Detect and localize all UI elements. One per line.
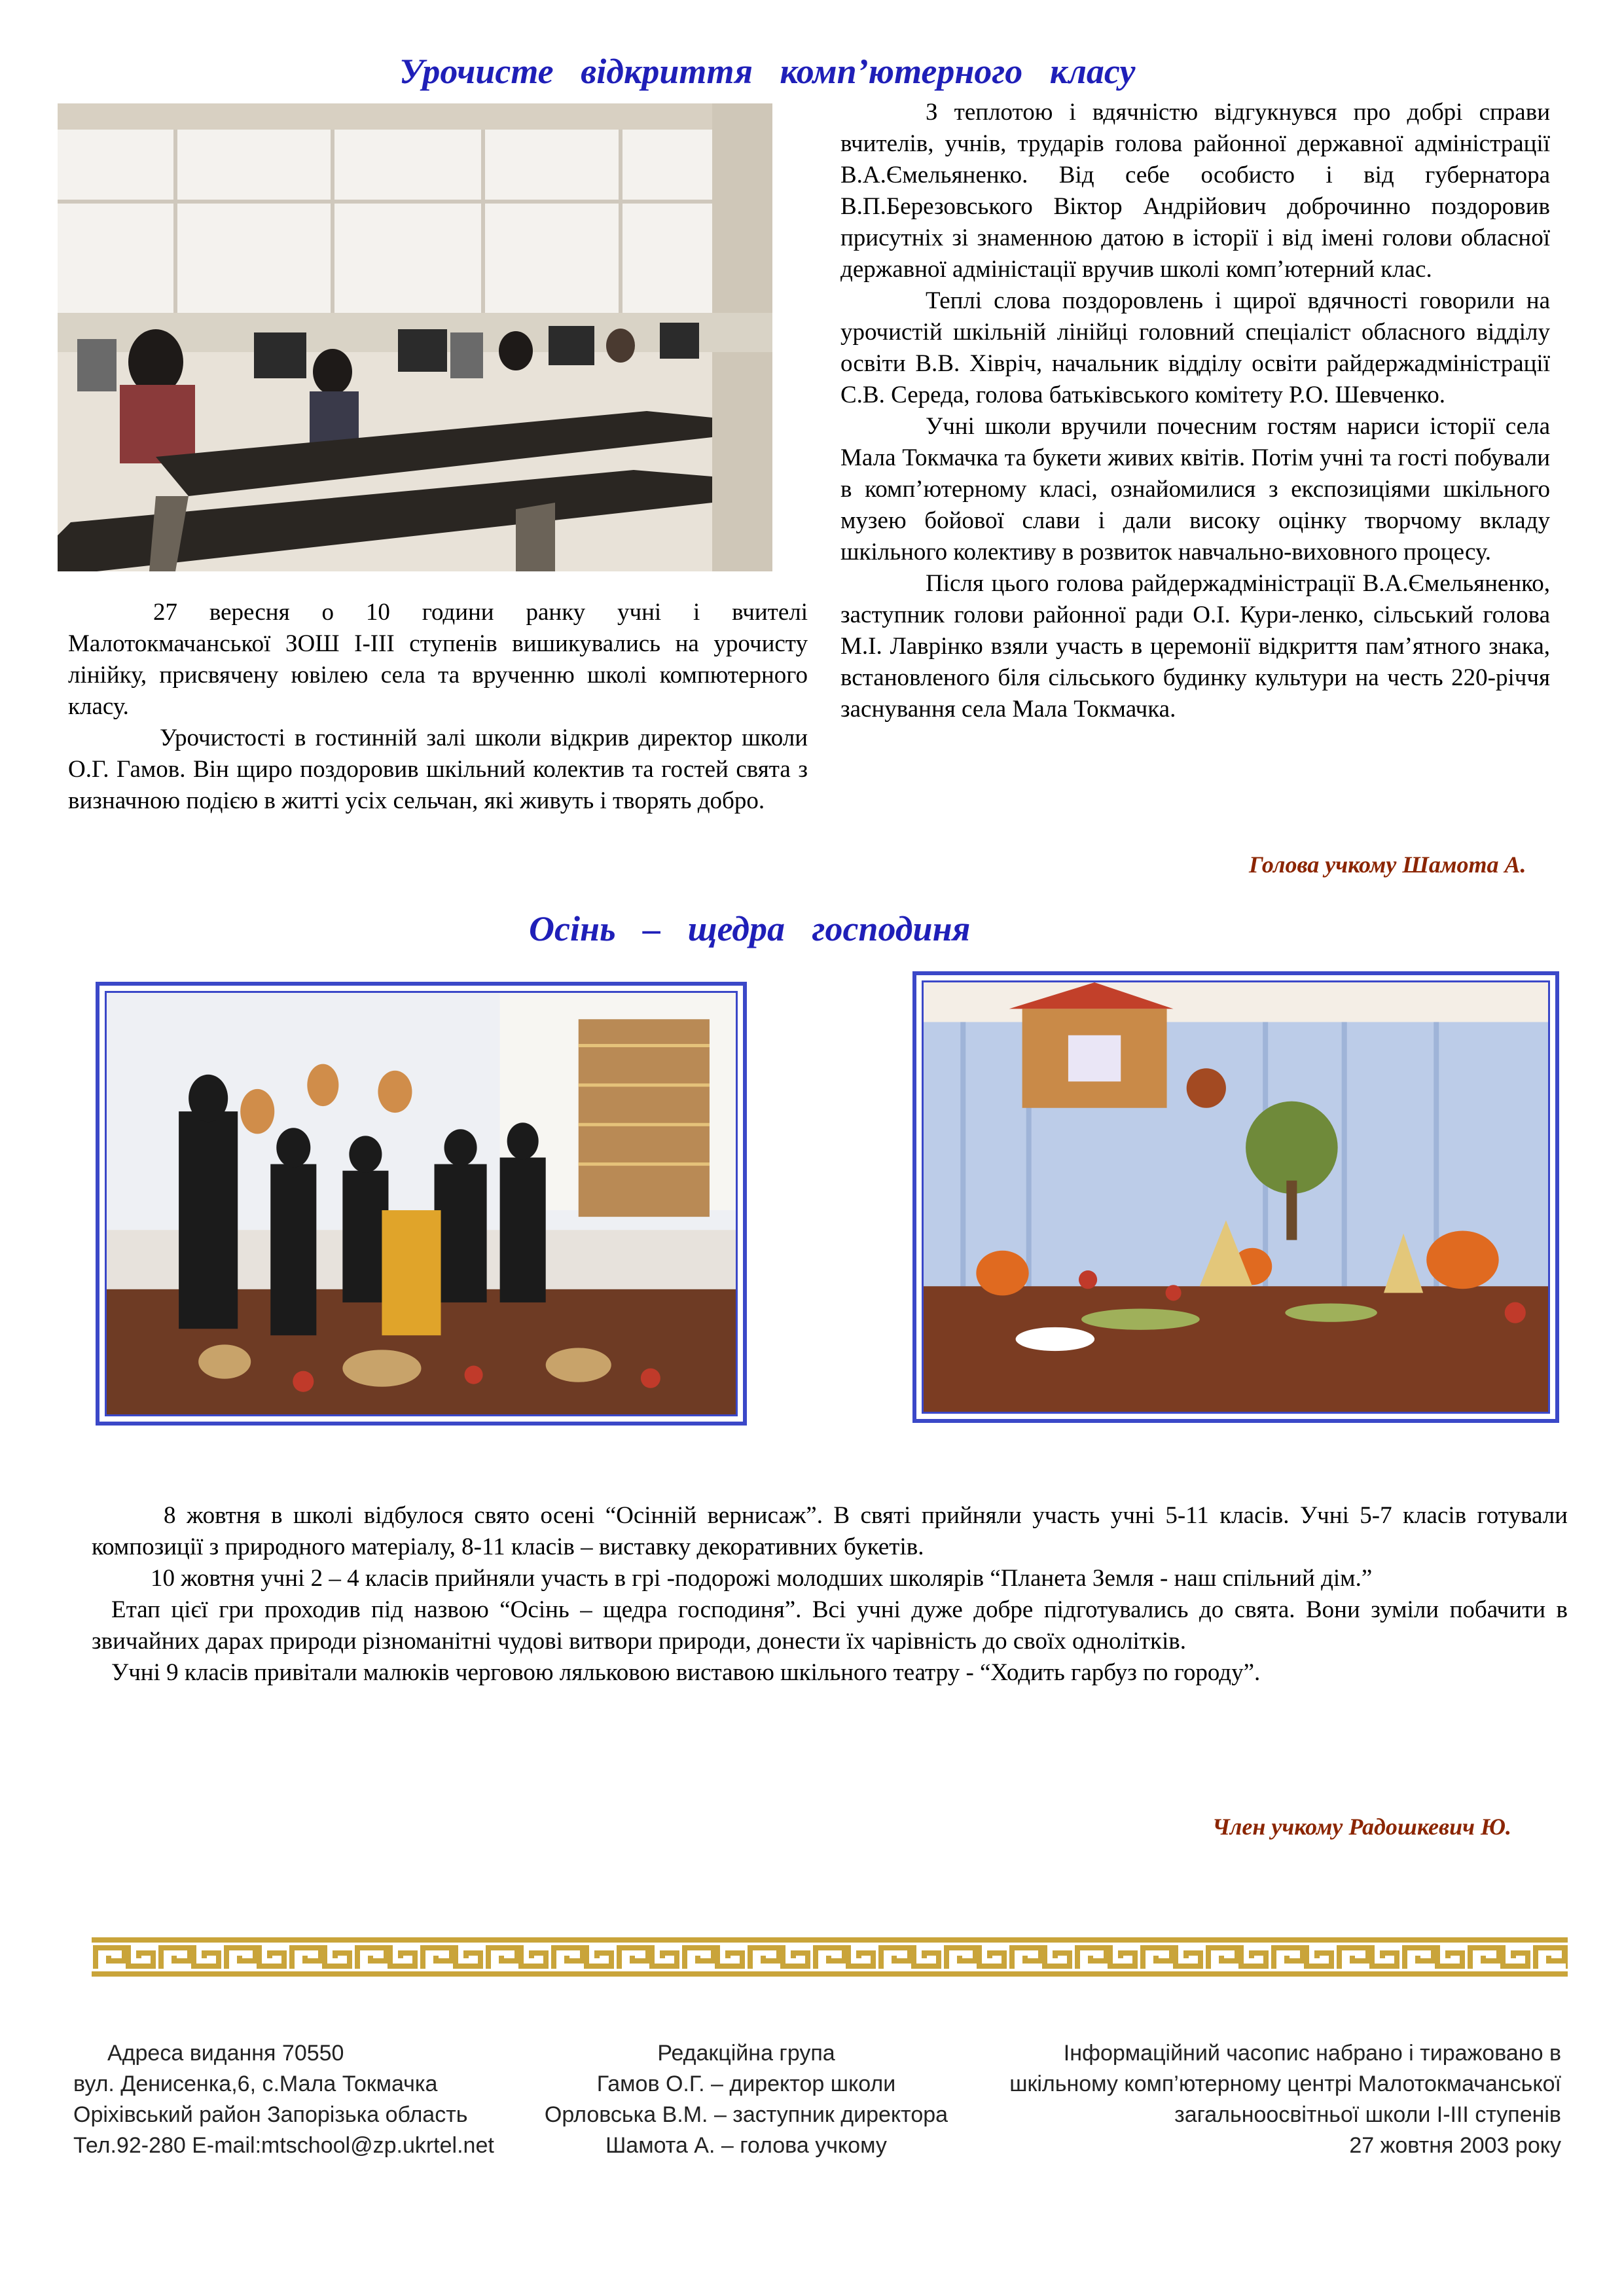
article2-signature: Член учкому Радошкевич Ю.: [1212, 1814, 1512, 1840]
article2-body: [92, 1500, 1568, 1689]
article1-right-paragraph: Теплі слова поздоровлень і щирої вдячності говорили на урочистій шкільній лінійці головний спеціаліст обласного відділу освіти В.В. Хівріч, начальник відділу освіти райдержадміністрації С.В. Середа, голова батьківського комітету Р.О. Шевченко.: [840, 287, 1550, 408]
article2-paragraph: 10 жовтня учні 2 – 4 класів прийняли участь в грі -подорожі молодших школярів “Планета Земля - наш спільний дім.”: [151, 1565, 1373, 1592]
footer-address-line: Адреса видання 70550: [107, 2041, 344, 2066]
footer-info-line: Інформаційний часопис набрано і тиражовано в: [1063, 2041, 1561, 2066]
footer-editorial-line: Орловська В.М. – заступник директора: [544, 2102, 948, 2127]
footer-info-line: шкільному комп’ютерному центрі Малотокмачанської: [1009, 2072, 1561, 2096]
footer-info: [982, 2038, 1561, 2161]
article2-paragraph: 8 жовтня в школі відбулося свято осені “Осінній вернисаж”. В святі прийняли участь учні 5-11 класів. Учні 5-7 класів готували композиції з природного матеріалу, 8-11 класів – виставку декоративних букетів.: [92, 1502, 1568, 1560]
footer-info-line: загальноосвітньої школи І-ІІІ ступенів: [1174, 2102, 1561, 2127]
autumn-photo-frame: [96, 982, 747, 1426]
article2-title: Осінь – щедра господиня: [529, 909, 971, 948]
footer-address-line: вул. Денисенка,6, с.Мала Токмачка: [73, 2072, 438, 2096]
footer-editorial-line: Гамов О.Г. – директор школи: [596, 2072, 896, 2096]
article1-title: Урочисте відкриття комп’ютерного класу: [399, 52, 1136, 91]
theatre-photo-frame: [912, 971, 1559, 1423]
article1-signature: Голова учкому Шамота А.: [1249, 852, 1526, 878]
autumn-students-photo: [105, 991, 738, 1416]
article1-left-column: [68, 597, 808, 817]
article1-right-paragraph: З теплотою і вдячністю відгукнувся про добрі справи вчителів, учнів, трударів голова районної державної адміністрації В.А.Ємельяненко. Від себе особисто і від губернатора В.П.Березовського Віктор Андрійович доброчинно поздоровив присутніх зі знаменною датою в історії і від імені голови обласної державної адміністації вручив школі комп’ютерний клас.: [840, 99, 1550, 283]
footer-address-line: Тел.92-280 E-mail:mtschool@zp.ukrtel.net: [73, 2133, 494, 2158]
puppet-theatre-photo: [922, 980, 1550, 1414]
footer-editorial-line: Шамота А. – голова учкому: [605, 2133, 887, 2158]
article1-left-paragraph: 27 вересня о 10 години ранку учні і вчителі Малотокмачанської ЗОШ І-ІІІ ступенів вишикувались на урочисту лінійку, присвячену ювілею села та врученню школі компютерного класу.: [68, 599, 808, 720]
computer-class-photo: [58, 103, 772, 571]
footer-editorial-line: Редакційна група: [657, 2041, 835, 2066]
article2-paragraph: Учні 9 класів привітали малюків черговою ляльковою виставою шкільного театру - “Ходить гарбуз по городу”.: [111, 1659, 1261, 1686]
footer-address-line: Оріхівський район Запорізька область: [73, 2102, 468, 2127]
footer-info-line: 27 жовтня 2003 року: [1349, 2133, 1561, 2158]
article1-left-paragraph: Урочистості в гостинній залі школи відкрив директор школи О.Г. Гамов. Він щиро поздоровив шкільний колектив та гостей свята з визначною подією в житті усіх сельчан, які живуть і творять добро.: [68, 725, 808, 814]
article1-right-paragraph: Учні школи вручили почесним гостям нариси історії села Мала Токмачка та букети живих квітів. Потім учні та гості побували в комп’ютерному класі, ознайомилися з експозиціями шкільного музею бойової слави і дали високу оцінку творчому вкладу шкільного колективу в розвиток навчально-виховного процесу.: [840, 413, 1550, 565]
greek-key-ornament: [92, 1937, 1568, 1977]
footer-editorial: [524, 2038, 969, 2161]
article1-right-column: [840, 97, 1550, 725]
article2-paragraph: Етап цієї гри проходив під назвою “Осінь – щедра господиня”. Всі учні дуже добре підготувались до свята. Вони зуміли побачити в звичайних дарах природи різноманітні чудові витвори природи, донести їх чарівність до своїх однолітків.: [92, 1596, 1568, 1655]
article1-right-paragraph: Після цього голова райдержадміністрації В.А.Ємельяненко, заступник голови районної ради О.І. Кури-ленко, сільський голова М.І. Лаврінко взяли участь в церемонії відкриття пам’ятного знака, встановленого біля сільського будинку культури на честь 220-річчя заснування села Мала Токмачка.: [840, 570, 1550, 723]
footer-address: [73, 2038, 494, 2161]
